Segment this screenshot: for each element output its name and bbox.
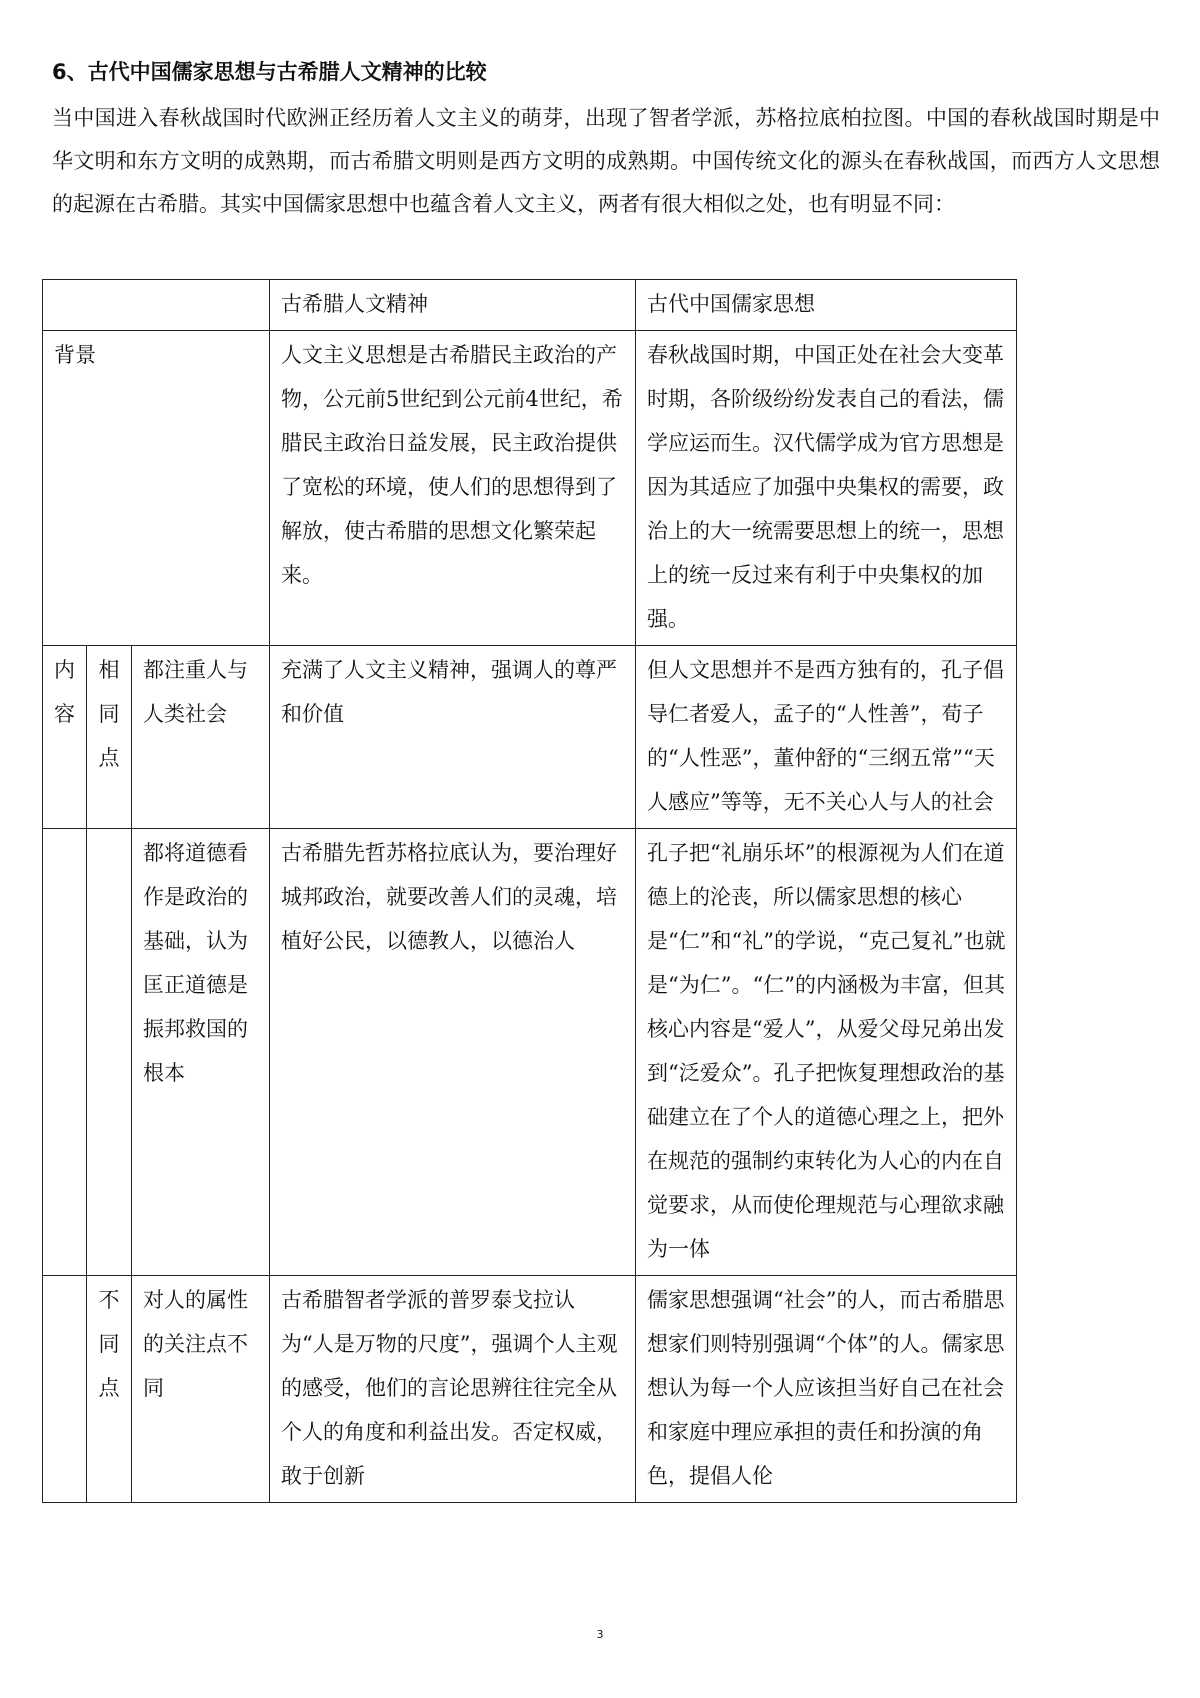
section-heading: 6、古代中国儒家思想与古希腊人文精神的比较 [52,60,487,84]
comparison-table [42,279,1017,1503]
same-label-cell [87,646,132,829]
aspect-cell: 都注重人与人类社会 [132,646,270,829]
aspect-cell: 对人的属性的关注点不同 [132,1276,270,1503]
greek-cell: 古希腊智者学派的普罗泰戈拉认为“人是万物的尺度”，强调个人主观的感受，他们的言论思辨往往完全从个人的角度和利益出发。否定权威，敢于创新 [270,1276,636,1503]
table-header-row [43,280,1017,331]
header-chinese: 古代中国儒家思想 [636,280,1017,331]
content-label-cell-empty [43,829,87,1276]
table-row-background [43,331,1017,646]
background-label: 背景 [43,331,270,646]
background-chinese: 春秋战国时期，中国正处在社会大变革时期，各阶级纷纷发表自己的看法，儒学应运而生。汉代儒学成为官方思想是因为其适应了加强中央集权的需要，政治上的大一统需要思想上的统一，思想上的统一反过来有利于中央集权的加强。 [636,331,1017,646]
chinese-cell: 儒家思想强调“社会”的人，而古希腊思想家们则特别强调“个体”的人。儒家思想认为每一个人应该担当好自己在社会和家庭中理应承担的责任和扮演的角色，提倡人伦 [636,1276,1017,1503]
diff-label-cell [87,1276,132,1503]
table-row-diff-1 [43,1276,1017,1503]
aspect-cell: 都将道德看作是政治的基础，认为匡正道德是振邦救国的根本 [132,829,270,1276]
greek-cell: 古希腊先哲苏格拉底认为，要治理好城邦政治，就要改善人们的灵魂，培植好公民，以德教人，以德治人 [270,829,636,1276]
header-empty-cell [43,280,270,331]
table-row-same-2 [43,829,1017,1276]
page-number: 3 [596,1628,604,1641]
intro-paragraph: 当中国进入春秋战国时代欧洲正经历着人文主义的萌芽，出现了智者学派，苏格拉底柏拉图。中国的春秋战国时期是中华文明和东方文明的成熟期，而古希腊文明则是西方文明的成熟期。中国传统文化的源头在春秋战国，而西方人文思想的起源在古希腊。其实中国儒家思想中也蕴含着人文主义，两者有很大相似之处，也有明显不同： [52,106,1160,216]
same-label-cell-empty [87,829,132,1276]
chinese-cell: 孔子把“礼崩乐坏”的根源视为人们在道德上的沦丧，所以儒家思想的核心是“仁”和“礼”的学说，“克己复礼”也就是“为仁”。“仁”的内涵极为丰富，但其核心内容是“爱人”，从爱父母兄弟出发到“泛爱众”。孔子把恢复理想政治的基础建立在了个人的道德心理之上，把外在规范的强制约束转化为人心的内在自觉要求，从而使伦理规范与心理欲求融为一体 [636,829,1017,1276]
header-greek: 古希腊人文精神 [270,280,636,331]
same-label: 相同点 [98,658,120,770]
greek-cell: 充满了人文主义精神，强调人的尊严和价值 [270,646,636,829]
chinese-cell: 但人文思想并不是西方独有的，孔子倡导仁者爱人，孟子的“人性善”，荀子的“人性恶”，董仲舒的“三纲五常”“天人感应”等等，无不关心人与人的社会 [636,646,1017,829]
background-greek: 人文主义思想是古希腊民主政治的产物，公元前5世纪到公元前4世纪，希腊民主政治日益发展，民主政治提供了宽松的环境，使人们的思想得到了解放，使古希腊的思想文化繁荣起来。 [270,331,636,646]
content-label-cell-empty [43,1276,87,1503]
diff-label: 不同点 [98,1288,120,1400]
content-label: 内容 [53,658,75,726]
content-label-cell [43,646,87,829]
table-row-same-1 [43,646,1017,829]
